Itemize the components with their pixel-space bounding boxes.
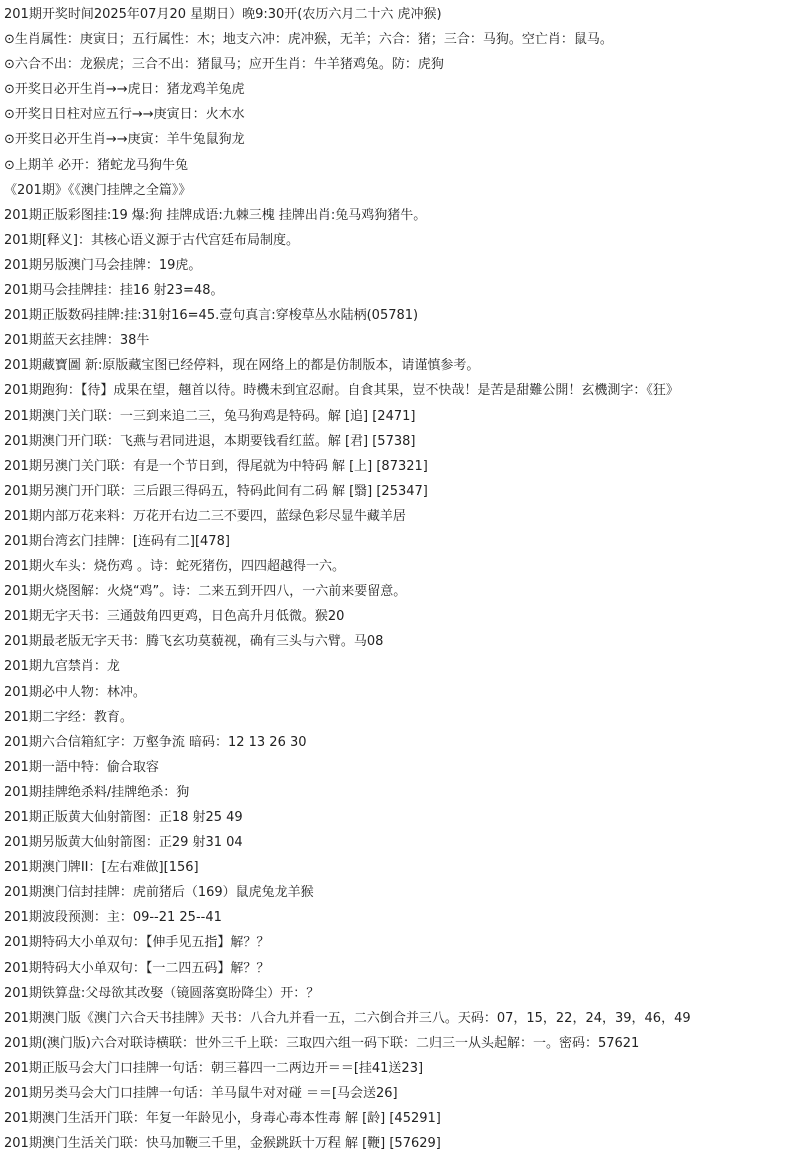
- gengyin-zodiac-line: ⊙开奖日必开生肖→→庚寅：羊牛兔鼠狗龙: [4, 132, 245, 148]
- draw-day-zodiac-line: ⊙开奖日必开生肖→→虎日：猪龙鸡羊兔虎: [4, 82, 245, 98]
- text-line: 201期[释义]：其核心语义源于古代宫廷布局制度。: [4, 232, 299, 248]
- section-heading: 《201期》《《澳门挂牌之全篇》》: [4, 182, 192, 198]
- text-line: 201期澳门生活开门联：年复一年龄见小，身毒心毒本性毒 解 [龄] [45291]: [4, 1111, 441, 1127]
- text-line: 201期澳门关门联：一三到来追二三，兔马狗鸡是特码。解 [追] [2471]: [4, 408, 416, 424]
- text-line: 201期澳门牌II：[左右难做][156]: [4, 860, 199, 876]
- text-line: 201期另澳门关门联：有是一个节日到，得尾就为中特码 解 [上] [87321]: [4, 458, 428, 474]
- last-issue-line: ⊙上期羊 必开：猪蛇龙马狗牛兔: [4, 157, 189, 173]
- text-line: 201期正版数码挂牌:挂:31射16=45.壹句真言:穿梭草丛水陆柄(05781): [4, 308, 419, 324]
- text-line: 201期另澳门开门联：三后跟三得码五，特码此间有二码 解 [翳] [25347]: [4, 483, 428, 499]
- text-line: 201期马会挂牌挂：挂16 射23=48。: [4, 283, 224, 299]
- text-line: 201期最老版无字天书：腾飞玄功莫藐视，确有三头与六臂。马08: [4, 634, 384, 650]
- text-line: 201期铁算盘:父母欲其改娶（镜圆落寞盼降尘）开：？: [4, 985, 320, 1001]
- text-line: 201期波段预测：主：09--21 25--41: [4, 910, 222, 926]
- text-line: 201期另版澳门马会挂牌：19虎。: [4, 257, 202, 273]
- text-line: 201期藏寶圖 新:原版藏宝图已经停料，现在网络上的都是仿制版本，请谨慎参考。: [4, 358, 480, 374]
- text-line: 201期(澳门版)六合对联诗横联：世外三千上联：三取四六组一码下联：二归三一从头起解：一。密码：57621: [4, 1035, 640, 1051]
- document-body: [4, 4, 792, 1158]
- text-line: 201期澳门生活关门联：快马加鞭三千里，金猴跳跃十万程 解 [鞭] [57629]: [4, 1136, 441, 1152]
- text-line: 201期二字经：教育。: [4, 709, 133, 725]
- text-line: 201期正版彩图挂:19 爆:狗 挂牌成语:九棘三槐 挂牌出肖:兔马鸡狗猪牛。: [4, 207, 427, 223]
- text-line: 201期特码大小单双句：【伸手见五指】解？？: [4, 935, 270, 951]
- text-line: 201期另版黄大仙射箭图：正29 射31 04: [4, 835, 243, 851]
- text-line: 201期跑狗：【待】成果在望，翹首以待。時機未到宜忍耐。自食其果，豈不快哉！是苦是甜難公開！玄機測字：《狂》: [4, 383, 679, 399]
- text-line: 201期挂牌绝杀料/挂牌绝杀：狗: [4, 784, 190, 800]
- draw-time-line: 201期开奖时间2025年07月20 星期日）晚9:30开(农历六月二十六 虎冲猴): [4, 7, 442, 22]
- text-line: 201期九宫禁肖：龙: [4, 659, 120, 675]
- text-line: 201期六合信箱紅字：万壑争流 暗码：12 13 26 30: [4, 734, 307, 750]
- text-line: 201期澳门版《澳门六合天书挂牌》天书：八合九并看一五，二六倒合并三八。天码：07，15，22，24，39，46，49: [4, 1010, 691, 1026]
- liuhe-not-out-line: ⊙六合不出：龙猴虎；三合不出：猪鼠马；应开生肖：牛羊猪鸡兔。防：虎狗: [4, 57, 444, 73]
- text-line: 201期内部万花来料：万花开右边二三不要四，蓝绿色彩尽显牛藏羊居: [4, 508, 406, 524]
- text-line: 201期特码大小单双句：【一二四五码】解？？: [4, 960, 270, 976]
- text-line: 201期澳门开门联：飞燕与君同进退，本期要钱看红蓝。解 [君] [5738]: [4, 433, 416, 449]
- text-line: 201期一語中特：偷合取容: [4, 759, 159, 775]
- text-line: 201期必中人物：林冲。: [4, 684, 146, 700]
- text-line: 201期火烧图解：火烧“鸡”。诗：二来五到开四八，一六前来要留意。: [4, 584, 407, 600]
- text-line: 201期火车头：烧伤鸡 。诗：蛇死猪伤，四四超越得一六。: [4, 559, 345, 575]
- text-line: 201期澳门信封挂牌：虎前猪后（169）鼠虎兔龙羊猴: [4, 885, 314, 901]
- text-line: 201期另类马会大门口挂牌一句话：羊马鼠牛对对碰 ＝＝[马会送26]: [4, 1086, 398, 1102]
- text-line: 201期蓝天玄挂牌：38牛: [4, 333, 150, 349]
- zodiac-attribute-line: ⊙生肖属性：庚寅日；五行属性：木；地支六冲：虎冲猴，无羊；六合：猪；三合：马狗。空亡肖：鼠马。: [4, 32, 613, 48]
- text-line: 201期正版黄大仙射箭图：正18 射25 49: [4, 810, 243, 825]
- text-line: 201期无字天书：三通鼓角四更鸡，日色高升月低微。猴20: [4, 609, 345, 625]
- text-line: 201期正版马会大门口挂牌一句话：朝三暮四一二两边开＝＝[挂41送23]: [4, 1060, 424, 1076]
- text-line: 201期台湾玄门挂牌：[连码有二][478]: [4, 533, 230, 549]
- day-pillar-element-line: ⊙开奖日日柱对应五行→→庚寅日：火木水: [4, 107, 245, 123]
